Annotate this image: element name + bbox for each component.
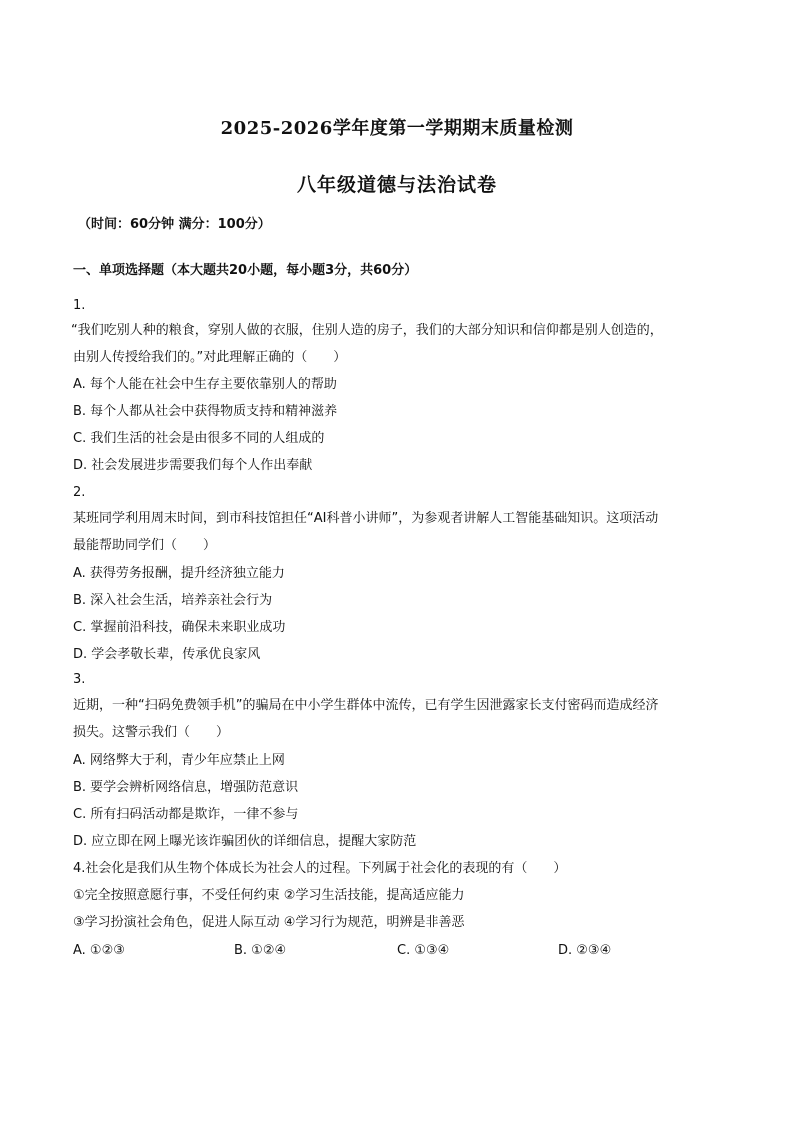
- option-c: C. 掌握前沿科技，确保未来职业成功: [73, 620, 286, 635]
- question-number: 4.: [73, 861, 86, 876]
- option-d: D. 应立即在网上曝光该诈骗团伙的详细信息，提醒大家防范: [73, 834, 417, 849]
- question-stem-line: 最能帮助同学们（ ）: [73, 538, 217, 553]
- section-heading: 一、单项选择题（本大题共20小题，每小题3分，共60分）: [73, 263, 418, 278]
- question-4: [73, 860, 566, 878]
- option-b: B. ①②④: [234, 943, 287, 958]
- option-c: C. ①③④: [397, 943, 450, 958]
- option-b: B. 深入社会生活，培养亲社会行为: [73, 593, 273, 608]
- option-b: B. 每个人都从社会中获得物质支持和精神滋养: [73, 404, 338, 419]
- question-stem-line: “我们吃别人种的粮食，穿别人做的衣服，住别人造的房子，我们的大部分知识和信仰都是别人创造的，: [71, 323, 663, 338]
- option-a: A. 网络弊大于利，青少年应禁止上网: [73, 753, 285, 768]
- question-stem-line: 由别人传授给我们的。”对此理解正确的（ ）: [73, 350, 347, 365]
- option-b: B. 要学会辨析网络信息，增强防范意识: [73, 780, 299, 795]
- question-number: 3.: [73, 672, 86, 687]
- option-d: D. 学会孝敬长辈，传承优良家风: [73, 647, 261, 662]
- option-d: D. ②③④: [558, 943, 612, 958]
- option-a: A. ①②③: [73, 943, 125, 958]
- question-stem-line: 某班同学利用周末时间，到市科技馆担任“AI科普小讲师”，为参观者讲解人工智能基础知识。这项活动: [73, 511, 659, 526]
- exam-info: （时间：60分钟 满分：100分）: [78, 217, 271, 232]
- option-c: C. 我们生活的社会是由很多不同的人组成的: [73, 431, 325, 446]
- option-a: A. 每个人能在社会中生存主要依靠别人的帮助: [73, 377, 337, 392]
- exam-title: 2025-2026学年度第一学期期末质量检测: [220, 118, 574, 139]
- question-stem-line: ③学习扮演社会角色，促进人际互动 ④学习行为规范，明辨是非善恶: [73, 915, 465, 930]
- option-d: D. 社会发展进步需要我们每个人作出奉献: [73, 458, 313, 473]
- question-number: 2.: [73, 485, 86, 500]
- question-stem-line: 社会化是我们从生物个体成长为社会人的过程。下列属于社会化的表现的有（ ）: [85, 861, 567, 876]
- exam-subtitle: 八年级道德与法治试卷: [296, 174, 497, 196]
- question-stem-line: ①完全按照意愿行事，不受任何约束 ②学习生活技能，提高适应能力: [73, 888, 465, 903]
- option-a: A. 获得劳务报酬，提升经济独立能力: [73, 566, 285, 581]
- question-stem-line: 近期，一种“扫码免费领手机”的骗局在中小学生群体中流传，已有学生因泄露家长支付密码而造成经济: [73, 698, 659, 713]
- question-number: 1.: [73, 298, 86, 313]
- question-stem-line: 损失。这警示我们（ ）: [73, 725, 230, 740]
- option-c: C. 所有扫码活动都是欺诈，一律不参与: [73, 807, 299, 822]
